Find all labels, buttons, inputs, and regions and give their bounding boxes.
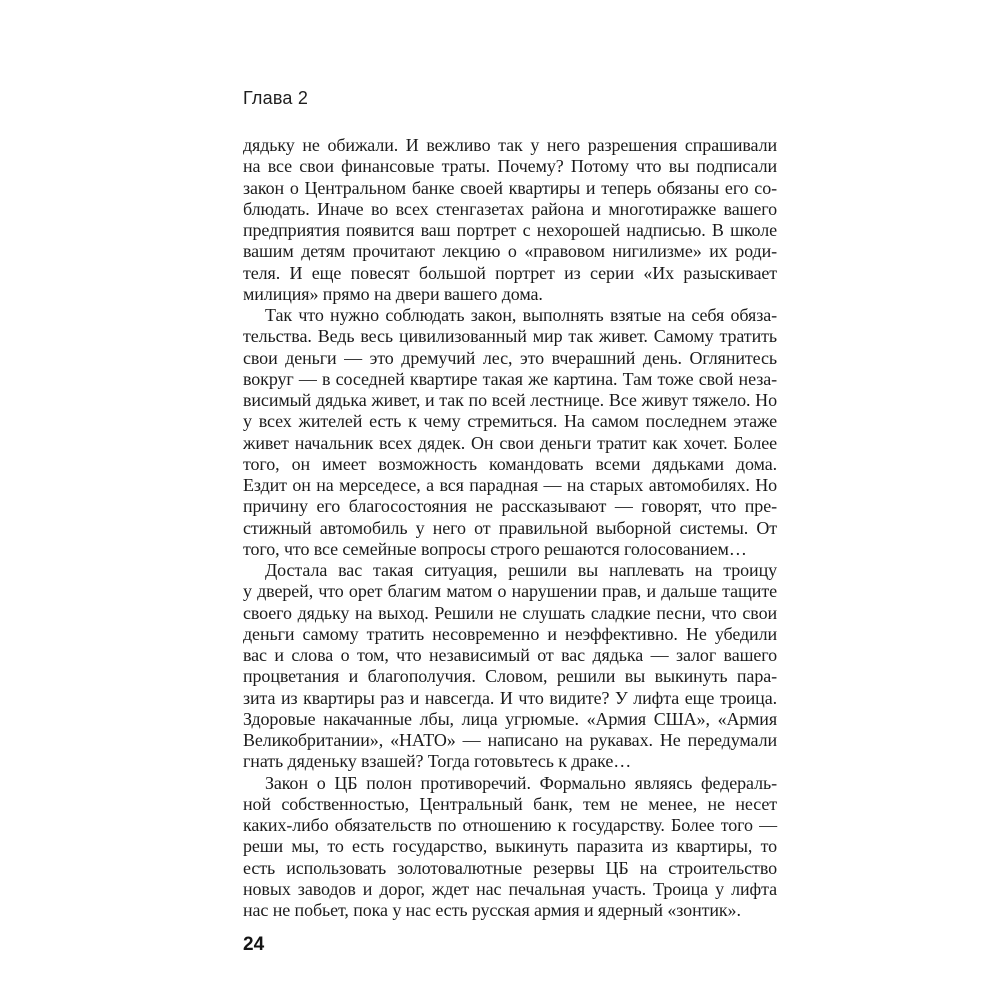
text-line: вокруг — в соседней квартире такая же картина. Там тоже свой неза- [243,368,777,389]
text-line: вашим детям прочитают лекцию о «правовом нигилизме» их роди- [243,241,777,262]
text-line: зита из квартиры раз и навсегда. И что видите? У лифта еще троица. [243,687,777,708]
text-line: стижный автомобиль у него от правильной выборной системы. От [243,517,777,538]
text-line: процветания и благополучия. Словом, решили вы выкинуть пара- [243,666,777,687]
text-line: ной собственностью, Центральный банк, тем не менее, не несет [243,793,777,814]
text-line: каких-либо обязательств по отношению к государству. Более того — [243,815,777,835]
text-line: Так что нужно соблюдать закон, выполнять взятые на себя обяза- [265,305,777,325]
paragraph [243,560,777,773]
text-line: висимый дядька живет, и так по всей лестнице. Все живут тяжело. Но [243,390,777,410]
text-line: Ездит он на мерседесе, а вся парадная — на старых автомобилях. Но [243,475,777,495]
text-line: реши мы, то есть государство, выкинуть паразита из квартиры, то [243,836,777,857]
text-line: милиция» прямо на двери вашего дома. [243,283,543,304]
text-line: деньги самому тратить несовременно и неэффективно. Не убедили [243,623,777,644]
text-line: Здоровые накачанные лбы, лица угрюмые. «Армия США», «Армия [243,708,777,729]
paragraph [243,305,777,560]
text-line: гнать дяденьку взашей? Тогда готовьтесь к драке… [243,751,632,772]
text-line: у дверей, что орет благим матом о нарушении прав, и дальше тащите [243,581,777,602]
paragraph [243,135,777,305]
text-line: теля. И еще повесят большой портрет из серии «Их разыскивает [243,262,777,283]
text-line: Достала вас такая ситуация, решили вы наплевать на троицу [265,560,777,580]
text-line: новых заводов и дорог, ждет нас печальная участь. Троица у лифта [243,878,777,899]
text-line: нас не побьет, пока у нас есть русская армия и ядерный «зонтик». [243,900,741,920]
text-line: блюдать. Иначе во всех стенгазетах района и многотиражке вашего [243,198,777,219]
chapter-header: Глава 2 [243,88,309,108]
text-line: причину его благосостояния не рассказывают — говорят, что пре- [243,496,777,517]
text-line: тельства. Ведь весь цивилизованный мир так живет. Самому тратить [243,326,777,347]
text-line: того, что все семейные вопросы строго решаются голосованием… [243,538,747,559]
text-line: живет начальник всех дядек. Он свои деньги тратит как хочет. Более [243,432,777,453]
text-line: Великобритании», «НАТО» — написано на рукавах. Не передумали [243,730,777,750]
text-line: свои деньги — это дремучий лес, это вчерашний день. Оглянитесь [243,347,777,368]
text-line: предприятия появится ваш портрет с нехорошей надписью. В школе [243,220,777,240]
text-line: есть использовать золотовалютные резервы ЦБ на строительство [243,857,777,878]
text-line: закон о Центральном банке своей квартиры и теперь обязаны его со- [243,177,777,198]
page-number: 24 [243,934,265,955]
body-text [243,135,777,921]
text-line: своего дядьку на выход. Решили не слушать сладкие песни, что свои [243,602,777,623]
text-line: того, он имеет возможность командовать всеми дядьками дома. [243,453,777,474]
text-line: дядьку не обижали. И вежливо так у него разрешения спрашивали [243,135,777,155]
paragraph [243,773,777,922]
text-line: вас и слова о том, что независимый от вас дядька — залог вашего [243,645,777,665]
text-line: у всех жителей есть к чему стремиться. На самом последнем этаже [243,411,777,432]
text-line: на все свои финансовые траты. Почему? Потому что вы подписали [243,156,777,177]
text-line: Закон о ЦБ полон противоречий. Формально являясь федераль- [265,772,777,793]
